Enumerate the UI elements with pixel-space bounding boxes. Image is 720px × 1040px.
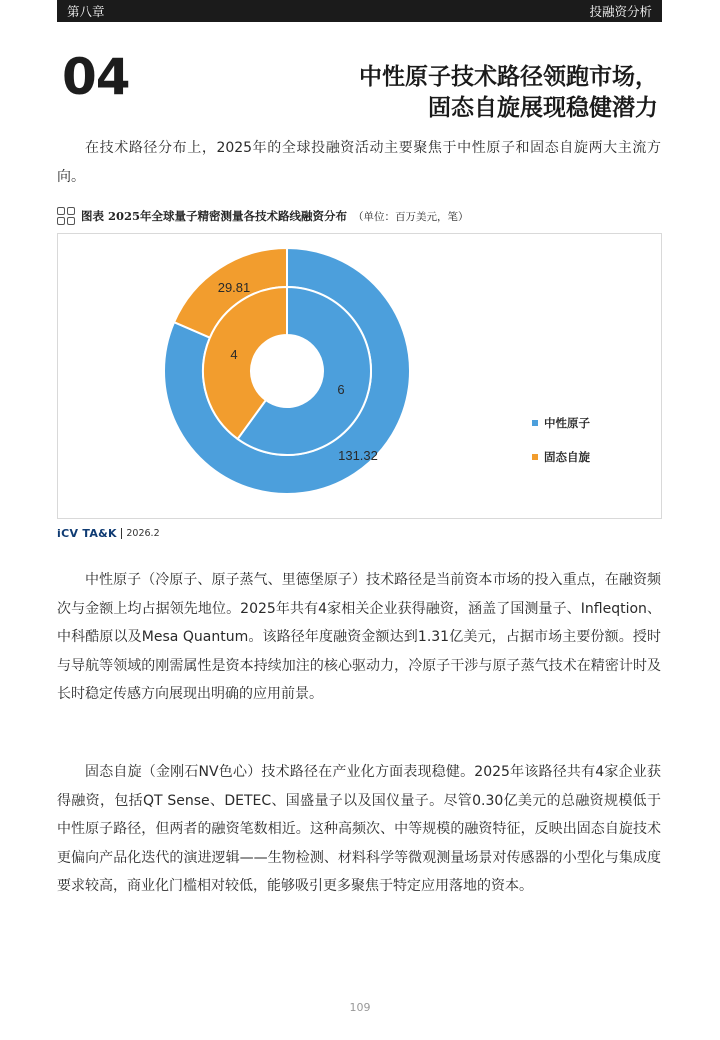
header-bar — [57, 0, 662, 22]
body-paragraph-2: 固态自旋（金刚石NV色心）技术路径在产业化方面表现稳健。2025年该路径共有4家企业获得融资，包括QT Sense、DETEC、国盛量子以及国仪量子。尽管0.30亿美元的总融资规模低于中性原子路径，但两者的融资笔数相近。这种高频次、中等规模的融资特征，反映出固态自旋技术更偏向产品化迭代的演进逻辑——生物检测、材料科学等微观测量场景对传感器的小型化与集成度要求较高，商业化门槛相对较低，能够吸引更多聚焦于特定应用落地的资本。 — [57, 764, 661, 894]
section-title-line-2: 固态自旋展现稳健潜力 — [428, 95, 658, 121]
outer-value-label-0: 131.32 — [338, 448, 378, 463]
figure-title: 图表 2025年全球量子精密测量各技术路线融资分布 — [81, 209, 348, 223]
inner-value-label-1: 4 — [230, 347, 238, 362]
body-paragraph-1: 中性原子（冷原子、原子蒸气、里德堡原子）技术路径是当前资本市场的投入重点，在融资频次与金额上均占据领先地位。2025年共有4家相关企业获得融资，涵盖了国测量子、Infleqtion、中科酷原以及Mesa Quantum。该路径年度融资金额达到1.31亿美元，占据市场主要份额。授时与导航等领域的刚需属性是资本持续加注的核心驱动力，冷原子干涉与原子蒸气技术在精密计时及长时稳定传感方向展现出明确的应用前景。 — [57, 572, 661, 702]
legend-swatch-1 — [532, 454, 538, 460]
source-divider — [121, 528, 123, 539]
source-logo: iCV TA&K — [57, 527, 117, 540]
source-date: 2026.2 — [126, 528, 160, 539]
figure-header — [57, 207, 469, 225]
figure-unit: （单位：百万美元，笔） — [353, 210, 469, 223]
chart-grid-icon — [57, 207, 75, 225]
outer-value-label-1: 29.81 — [217, 280, 251, 295]
chart-container — [57, 233, 662, 519]
section-label: 投融资分析 — [589, 4, 652, 19]
intro-paragraph: 在技术路径分布上，2025年的全球投融资活动主要聚焦于中性原子和固态自旋两大主流方向。 — [57, 140, 661, 185]
legend-label-0: 中性原子 — [544, 416, 590, 430]
figure-source — [57, 527, 160, 540]
chapter-label: 第八章 — [67, 4, 105, 19]
inner-value-label-0: 6 — [337, 382, 345, 397]
page-number: 109 — [349, 1001, 371, 1014]
section-title — [359, 62, 658, 124]
legend-swatch-0 — [532, 420, 538, 426]
section-number: 04 — [62, 48, 130, 106]
legend-label-1: 固态自旋 — [544, 450, 590, 464]
donut-chart — [58, 234, 661, 518]
section-title-line-1: 中性原子技术路径领跑市场， — [359, 64, 658, 90]
